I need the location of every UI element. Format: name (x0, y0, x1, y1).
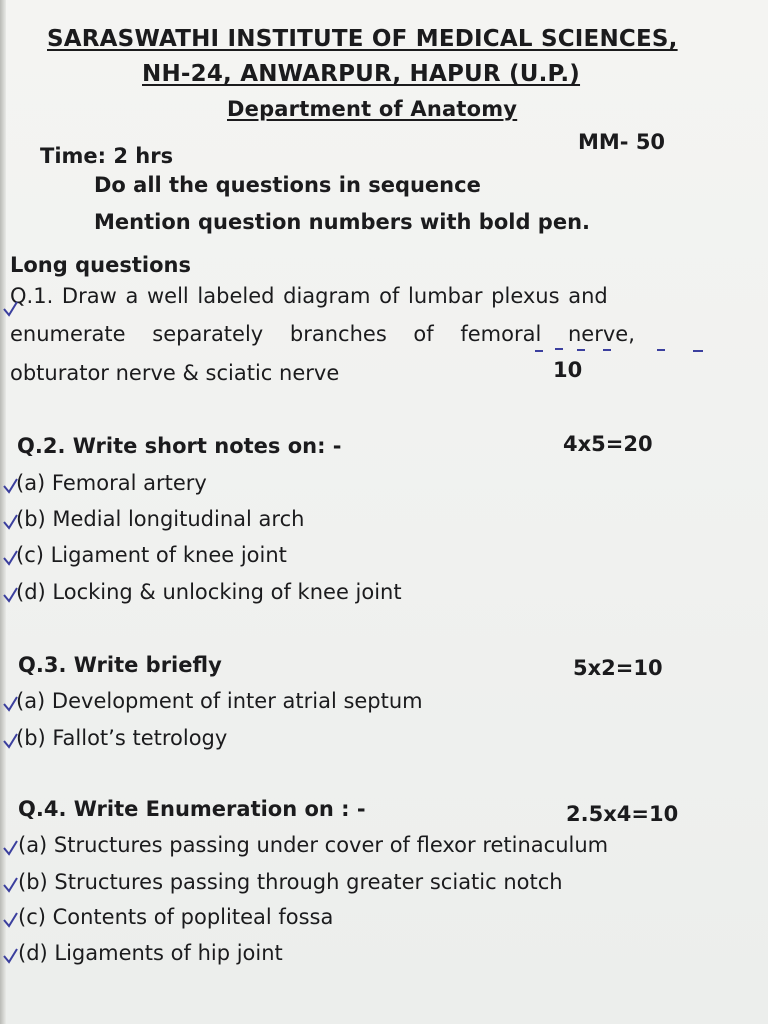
instruction-1: Do all the questions in sequence (94, 173, 481, 197)
q1-marks: 10 (553, 358, 583, 382)
pen-tick-icon (2, 875, 18, 895)
pen-tick-icon (2, 512, 18, 532)
pen-tick-icon (2, 838, 18, 858)
pen-tick-icon (2, 548, 18, 568)
q2-marks: 4x5=20 (563, 432, 653, 456)
q4-item-d: (d) Ligaments of hip joint (18, 941, 283, 965)
q2-item-d: (d) Locking & unlocking of knee joint (16, 580, 402, 604)
q4-title: Q.4. Write Enumeration on : - (18, 797, 366, 821)
q1-line-1: Q.1. Draw a well labeled diagram of lumbar plexus and (10, 284, 608, 308)
pen-tick-icon (2, 731, 18, 751)
q4-marks: 2.5x4=10 (566, 802, 679, 826)
pen-tick-icon (2, 694, 18, 714)
q3-item-a: (a) Development of inter atrial septum (16, 689, 423, 713)
department-title: Department of Anatomy (227, 97, 518, 121)
section-title: Long questions (10, 253, 191, 277)
q3-title: Q.3. Write briefly (18, 653, 222, 677)
q2-title: Q.2. Write short notes on: - (17, 434, 342, 458)
q4-item-b: (b) Structures passing through greater sciatic notch (18, 870, 563, 894)
q4-item-a: (a) Structures passing under cover of flexor retinaculum (18, 833, 609, 857)
instruction-2: Mention question numbers with bold pen. (94, 210, 590, 234)
pen-underline (533, 343, 713, 355)
institute-name: SARASWATHI INSTITUTE OF MEDICAL SCIENCES, (47, 26, 678, 52)
time-allowed: Time: 2 hrs (40, 144, 174, 168)
pen-tick-icon (2, 476, 18, 496)
q4-item-c: (c) Contents of popliteal fossa (18, 905, 334, 929)
q2-item-b: (b) Medial longitudinal arch (16, 507, 305, 531)
q2-item-a: (a) Femoral artery (16, 471, 207, 495)
pen-tick-icon (2, 585, 18, 605)
q3-marks: 5x2=10 (573, 656, 663, 680)
q1-line-2: enumerate separately branches of femoral nerve, (10, 322, 635, 346)
q2-item-c: (c) Ligament of knee joint (16, 543, 287, 567)
q3-item-b: (b) Fallot’s tetrology (16, 726, 228, 750)
pen-tick-icon (2, 946, 18, 966)
max-marks: MM- 50 (578, 130, 666, 154)
institute-address: NH-24, ANWARPUR, HAPUR (U.P.) (142, 61, 581, 87)
pen-tick-icon (2, 910, 18, 930)
pen-tick-icon (2, 299, 18, 319)
q1-line-3: obturator nerve & sciatic nerve (10, 361, 340, 385)
